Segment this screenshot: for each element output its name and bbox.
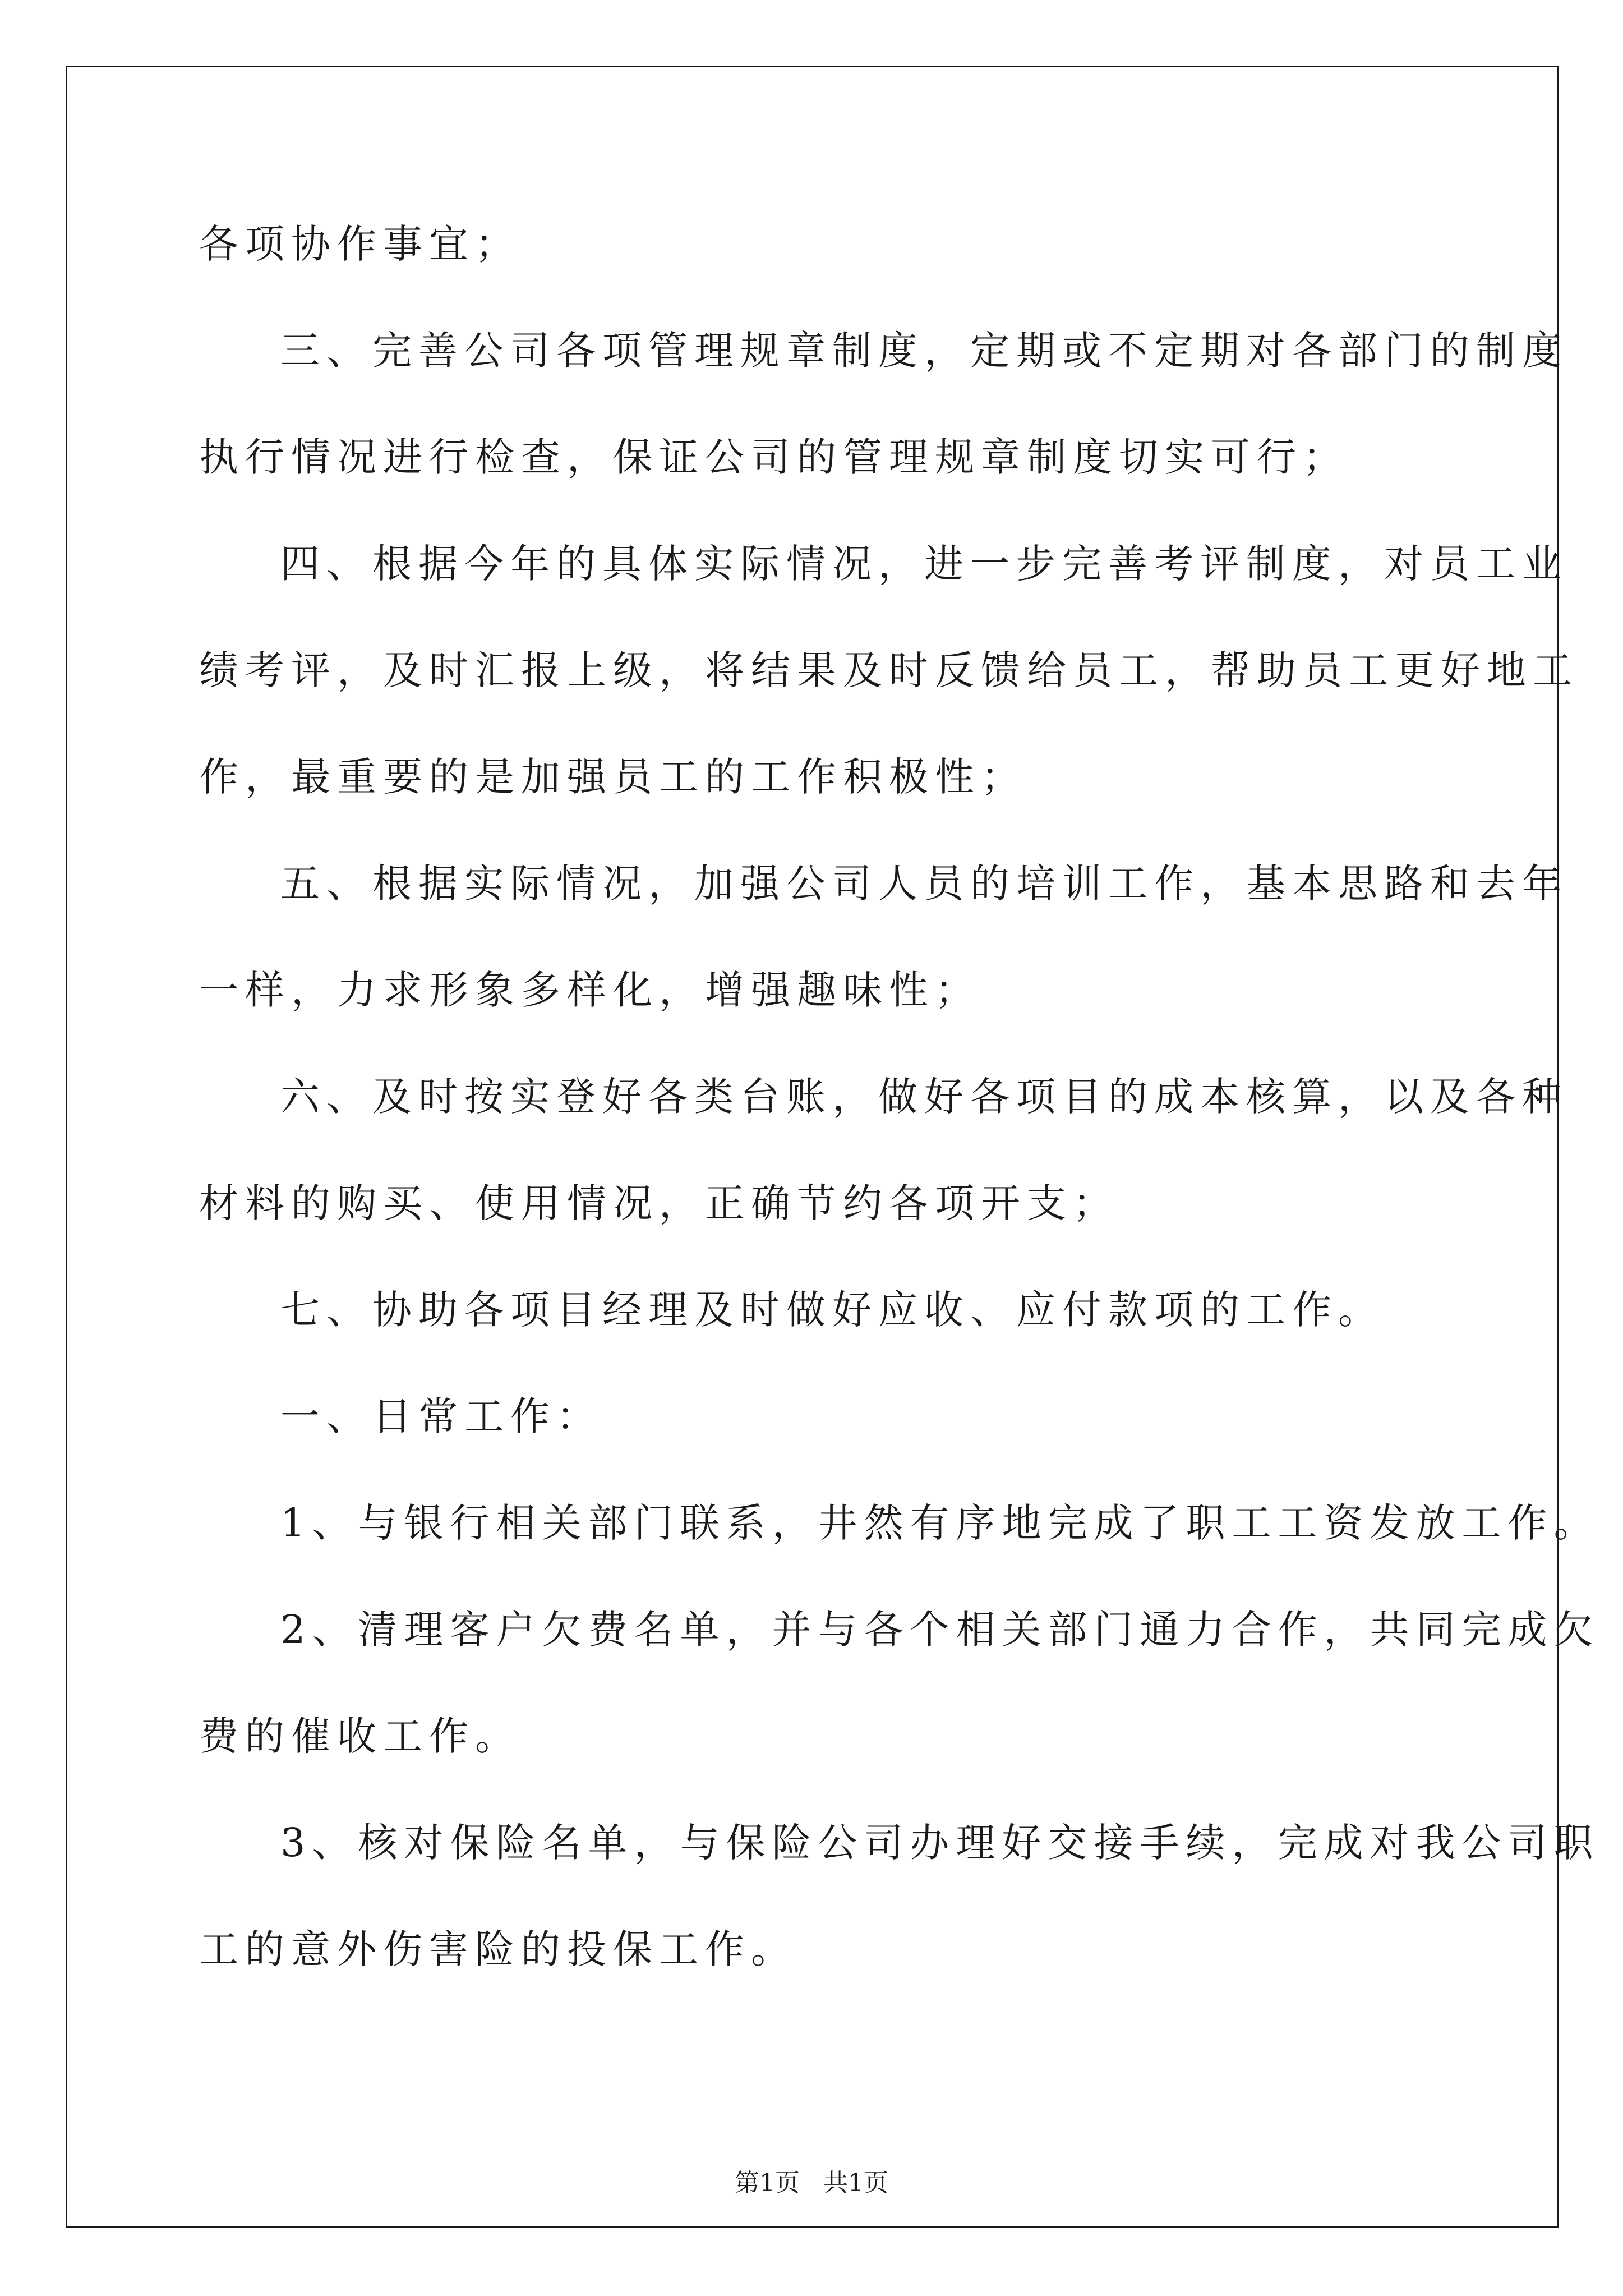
paragraph-line: 材料的购买、使用情况，正确节约各项开支； bbox=[199, 1180, 1119, 1226]
paragraph-line: 七、协助各项目经理及时做好应收、应付款项的工作。 bbox=[280, 1287, 1384, 1333]
paragraph-line: 四、根据今年的具体实际情况，进一步完善考评制度，对员工业 bbox=[280, 541, 1568, 587]
paragraph-line: 费的催收工作。 bbox=[199, 1713, 521, 1759]
paragraph-line: 作，最重要的是加强员工的工作积极性； bbox=[199, 754, 1027, 800]
paragraph-line: 工的意外伤害险的投保工作。 bbox=[199, 1926, 797, 1972]
paragraph-line: 一样，力求形象多样化，增强趣味性； bbox=[199, 967, 981, 1013]
paragraph-line: 绩考评，及时汇报上级，将结果及时反馈给员工，帮助员工更好地工 bbox=[199, 647, 1579, 693]
paragraph-line: 六、及时按实登好各类台账，做好各项目的成本核算，以及各种 bbox=[280, 1074, 1568, 1120]
paragraph-line: 3、核对保险名单，与保险公司办理好交接手续，完成对我公司职 bbox=[280, 1820, 1600, 1866]
paragraph-line: 三、完善公司各项管理规章制度，定期或不定期对各部门的制度 bbox=[280, 328, 1568, 374]
paragraph-line: 一、日常工作： bbox=[280, 1393, 602, 1439]
paragraph-line: 执行情况进行检查，保证公司的管理规章制度切实可行； bbox=[199, 434, 1349, 480]
paragraph-line: 2、清理客户欠费名单，并与各个相关部门通力合作，共同完成欠 bbox=[280, 1607, 1600, 1653]
paragraph-line: 各项协作事宜； bbox=[199, 221, 521, 267]
paragraph-line: 五、根据实际情况，加强公司人员的培训工作，基本思路和去年 bbox=[280, 861, 1568, 907]
page-border bbox=[66, 66, 1559, 2228]
page-number-footer: 第1页 共1页 bbox=[735, 2169, 888, 2197]
paragraph-line: 1、与银行相关部门联系，井然有序地完成了职工工资发放工作。 bbox=[280, 1500, 1600, 1546]
